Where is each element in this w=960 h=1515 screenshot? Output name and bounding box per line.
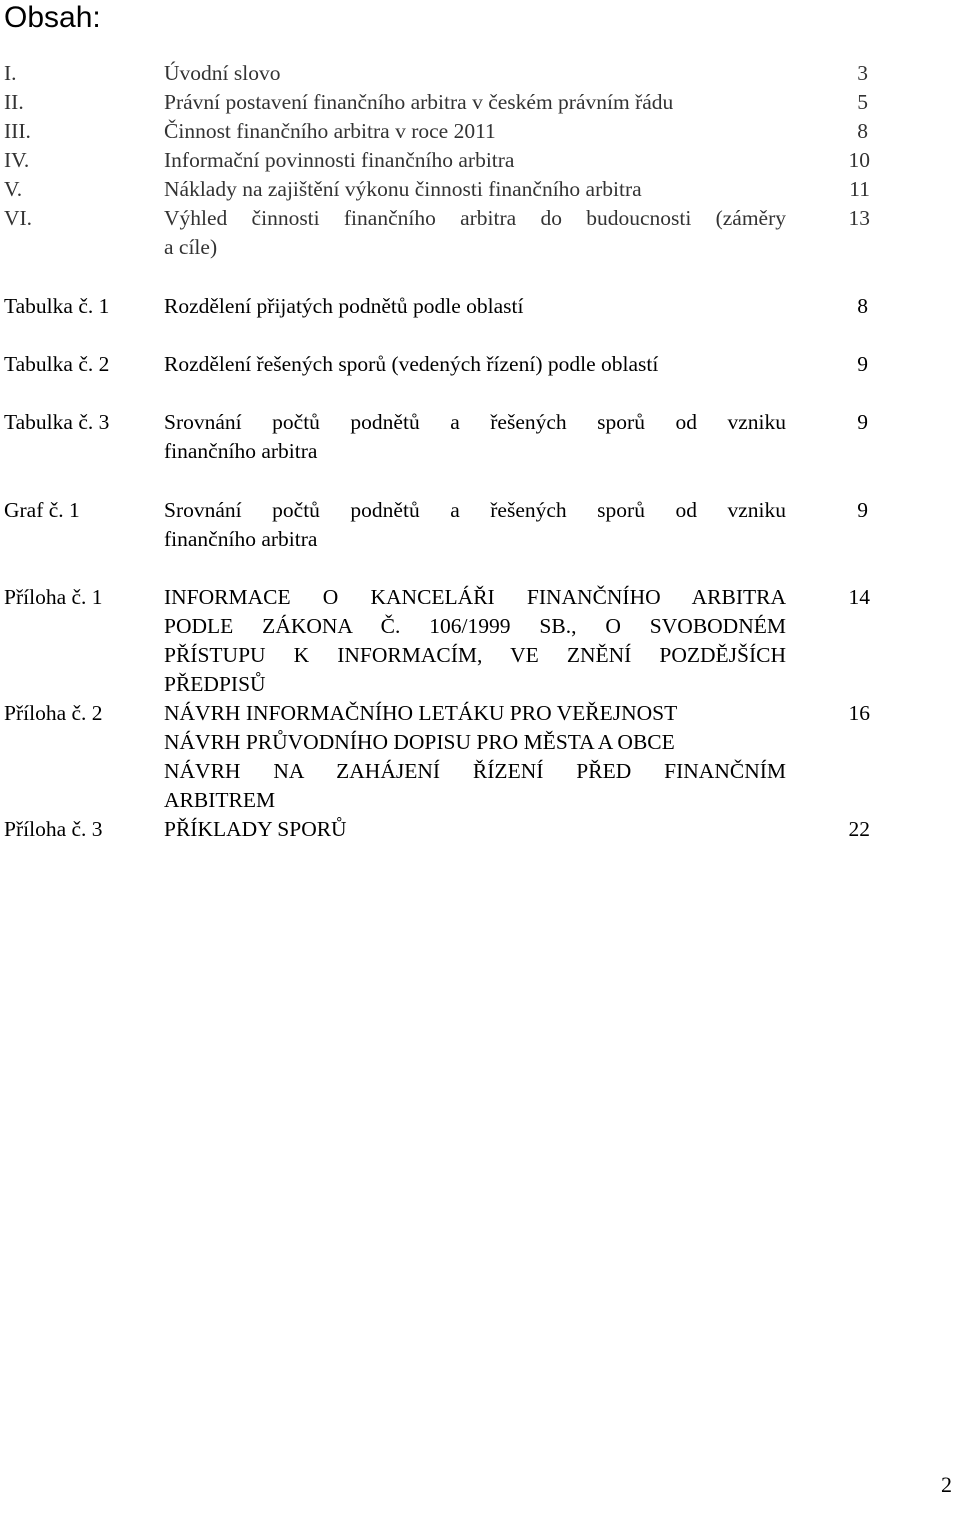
entry-title: NÁVRH INFORMAČNÍHO LETÁKU PRO VEŘEJNOST NÁVRH PRŮVODNÍHO DOPISU PRO MĚSTA A OBCE NÁVRH NA ZAHÁJENÍ ŘÍZENÍ PŘED FINANČNÍM ARBITREM [164,701,786,812]
entry-page-number: 9 [857,498,868,522]
entry-page-number: 5 [857,90,868,114]
entry-title: Srovnání počtů podnětů a řešených sporů od vzniku finančního arbitra [164,410,786,463]
entry-title: Srovnání počtů podnětů a řešených sporů od vzniku finančního arbitra [164,498,786,551]
entry-page-number: 16 [848,701,870,725]
entry-page-number: 14 [848,585,870,609]
entry-page-number: 3 [857,61,868,85]
entry-page-number: 8 [857,119,868,143]
entry-title: Rozdělení řešených sporů (vedených řízení) podle oblastí [164,352,659,376]
entry-label: Tabulka č. 2 [4,352,110,376]
entry-page-number: 9 [857,352,868,376]
entry-label: Příloha č. 1 [4,585,103,609]
entry-title: Výhled činnosti finančního arbitra do budoucnosti (záměry a cíle) [164,206,786,259]
entry-title: Informační povinnosti finančního arbitra [164,148,515,172]
entry-label: III. [4,119,31,143]
entry-label: Tabulka č. 1 [4,294,110,318]
entry-title: Činnost finančního arbitra v roce 2011 [164,119,496,143]
entry-label: V. [4,177,23,201]
entry-page-number: 8 [857,294,868,318]
entry-title: Rozdělení přijatých podnětů podle oblastí [164,294,524,318]
entry-label: I. [4,61,17,85]
entry-label: Tabulka č. 3 [4,410,110,434]
entry-page-number: 11 [849,177,870,201]
entry-page-number: 9 [857,410,868,434]
entry-label: IV. [4,148,30,172]
entry-label: VI. [4,206,33,230]
entry-title: Právní postavení finančního arbitra v českém právním řádu [164,90,674,114]
entry-title: PŘÍKLADY SPORŮ [164,817,347,841]
entry-label: Příloha č. 2 [4,701,103,725]
entry-page-number: 13 [848,206,870,230]
entry-label: Graf č. 1 [4,498,80,522]
page-number: 2 [941,1472,952,1497]
toc-heading: Obsah: [4,1,101,34]
entry-title: INFORMACE O KANCELÁŘI FINANČNÍHO ARBITRA PODLE ZÁKONA Č. 106/1999 SB., O SVOBODNÉM PŘÍSTUPU K INFORMACÍM, VE ZNĚNÍ POZDĚJŠÍCH PŘEDPISŮ [164,585,786,696]
entry-label: Příloha č. 3 [4,817,103,841]
entry-label: II. [4,90,24,114]
entry-title: Náklady na zajištění výkonu činnosti finančního arbitra [164,177,642,201]
entry-title: Úvodní slovo [164,61,281,85]
entry-page-number: 10 [848,148,870,172]
entry-page-number: 22 [848,817,870,841]
